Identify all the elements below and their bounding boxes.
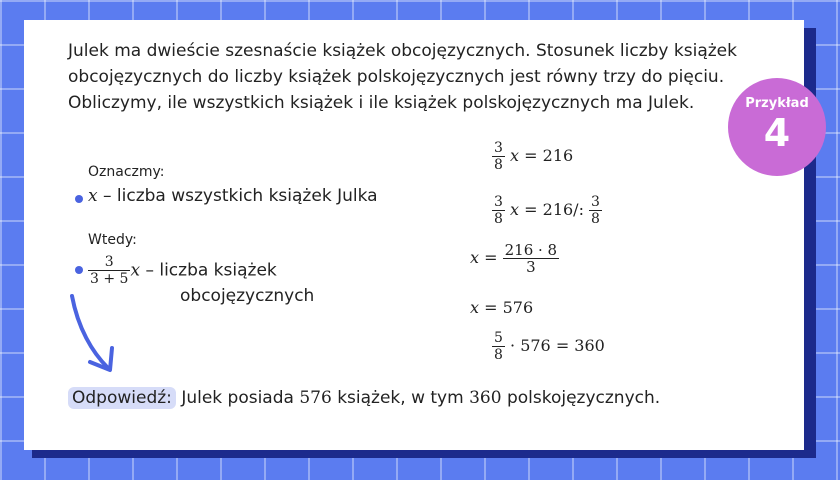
example-badge (728, 78, 826, 176)
answer-number-360: 360 (469, 388, 502, 408)
definition-fraction-text: – liczba książek (145, 260, 277, 281)
answer-line: Odpowiedź: Julek posiada 576 książek, w tym 360 polskojęzycznych. (68, 388, 660, 408)
equation-1: $\frac{3}{8}$ x = 216 (494, 140, 574, 173)
curved-arrow-icon (64, 288, 124, 378)
equation-5: $\frac{5}{8}$ · 576 = 360 (494, 330, 605, 363)
bullet-2 (75, 266, 83, 274)
problem-statement: Julek ma dwieście szesnaście książek obcojęzycznych. Stosunek liczby książek obcojęzycznych do liczby książek polskojęzycznych jest równy trzy do pięciu. Obliczymy, ile wszystkich książek i ile książek polskojęzycznych ma Julek. (68, 41, 737, 113)
equation-3: x = $\frac{216 \cdot 8}{3}$ (470, 241, 558, 276)
definition-fraction (88, 254, 277, 287)
var-x: x (88, 186, 98, 206)
answer-label: Odpowiedź: (68, 387, 176, 409)
badge-label: Przykład (745, 96, 809, 111)
equation-4: x = 576 (470, 298, 534, 317)
answer-number-576: 576 (299, 388, 332, 408)
bullet-1 (75, 195, 83, 203)
label-then: Wtedy: (88, 232, 137, 248)
definition-fraction-line2: obcojęzycznych (180, 286, 315, 306)
definition-x (88, 186, 378, 206)
equation-2: $\frac{3}{8}$ x = 216/: $\frac{3}{8}$ (494, 194, 600, 227)
badge-number: 4 (763, 111, 791, 155)
lesson-card (24, 20, 804, 450)
definition-x-text: – liczba wszystkich książek Julka (103, 186, 378, 206)
var-x-2: x (130, 260, 141, 281)
fraction-3-over-8: $\frac{3}{3 + 5}$ (90, 254, 129, 287)
label-denote: Oznaczmy: (88, 164, 165, 180)
